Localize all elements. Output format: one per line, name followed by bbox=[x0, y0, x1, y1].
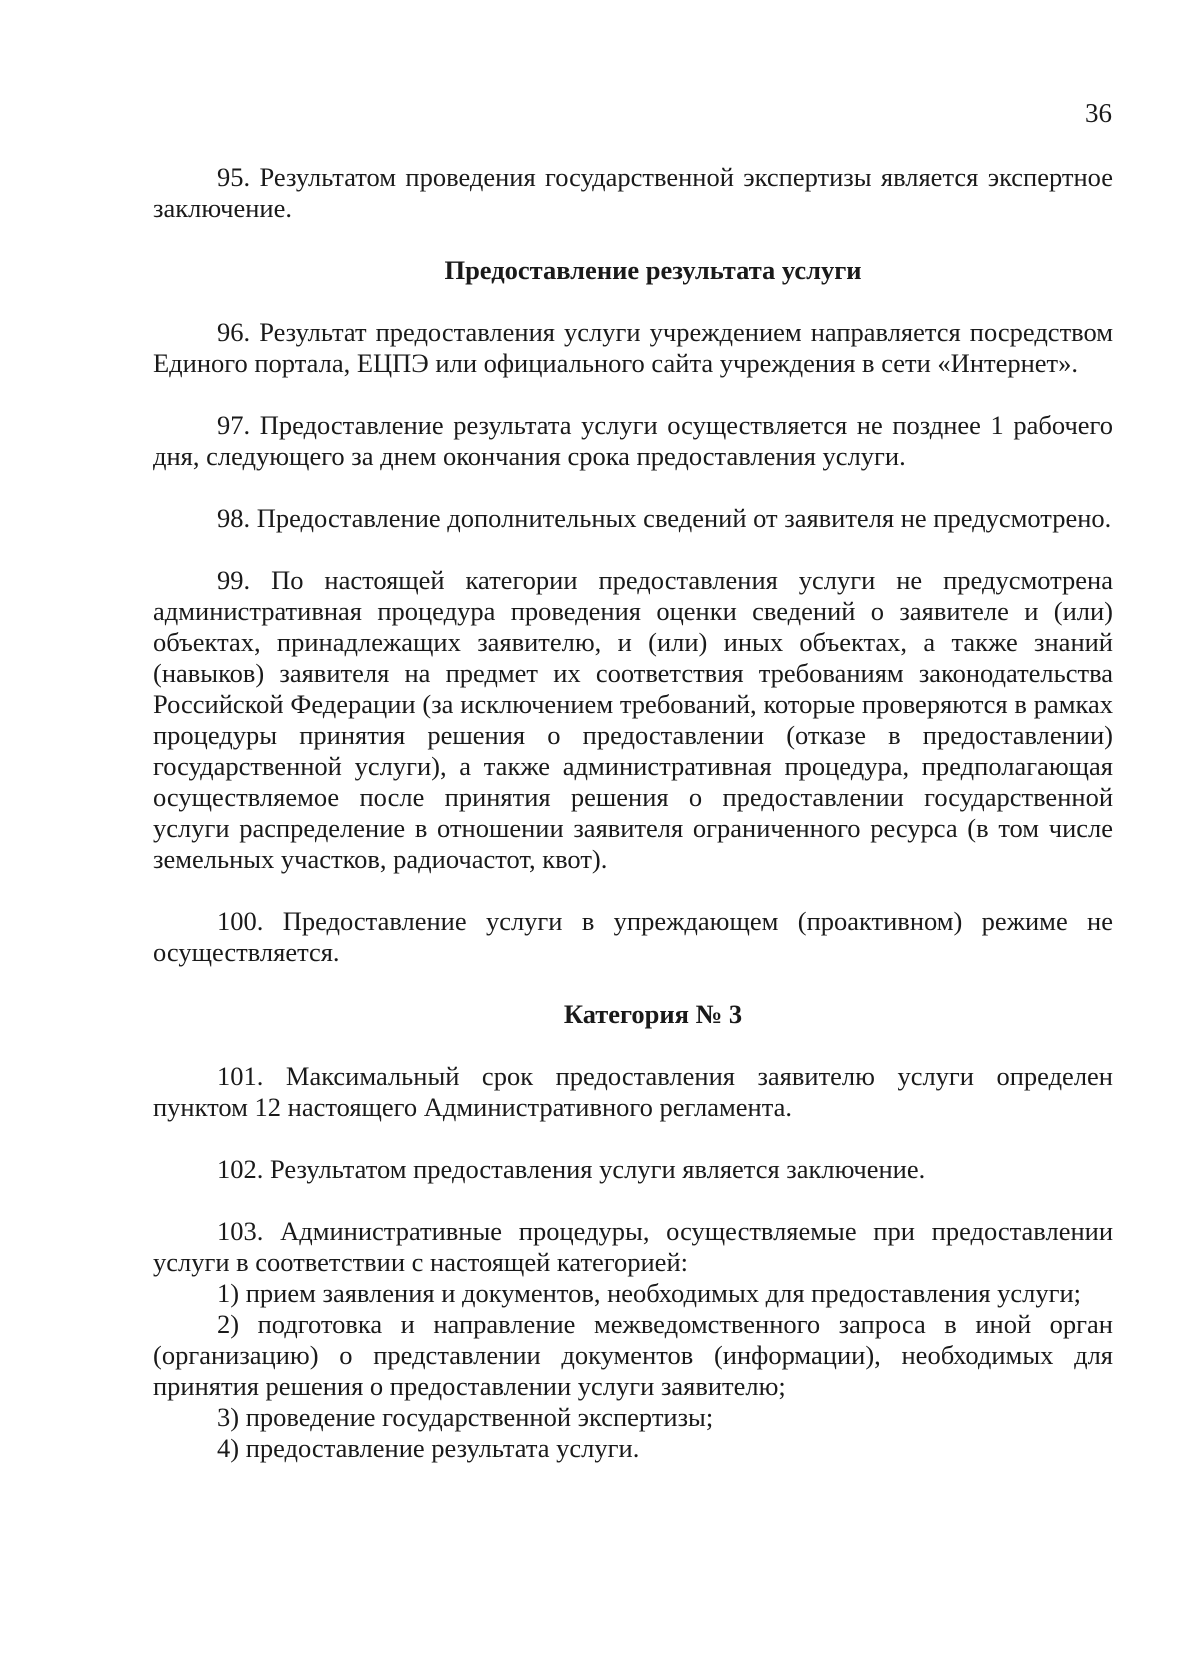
paragraph-96: 96. Результат предоставления услуги учреждением направляется посредством Единого портала, ЕЦПЭ или официального сайта учреждения в сети «Интернет». bbox=[153, 317, 1113, 378]
paragraph-98: 98. Предоставление дополнительных сведений от заявителя не предусмотрено. bbox=[217, 503, 1112, 533]
document-body bbox=[153, 162, 1113, 1464]
paragraph-101: 101. Максимальный срок предоставления заявителю услуги определен пунктом 12 настоящего Административного регламента. bbox=[153, 1061, 1113, 1122]
list-item: 2) подготовка и направление межведомственного запроса в иной орган (организацию) о представлении документов (информации), необходимых для принятия решения о предоставлении услуги заявителю; bbox=[153, 1309, 1113, 1401]
list-item: 4) предоставление результата услуги. bbox=[217, 1433, 640, 1463]
paragraph-102: 102. Результатом предоставления услуги является заключение. bbox=[217, 1154, 926, 1184]
paragraph-100: 100. Предоставление услуги в упреждающем (проактивном) режиме не осуществляется. bbox=[153, 906, 1113, 967]
list-item: 1) прием заявления и документов, необходимых для предоставления услуги; bbox=[217, 1278, 1082, 1308]
page-number: 36 bbox=[1085, 98, 1112, 128]
procedures-list bbox=[153, 1278, 1113, 1464]
paragraph-103: 103. Административные процедуры, осуществляемые при предоставлении услуги в соответствии с настоящей категорией: bbox=[153, 1216, 1113, 1277]
section-heading-result: Предоставление результата услуги bbox=[444, 255, 862, 285]
paragraph-97: 97. Предоставление результата услуги осуществляется не позднее 1 рабочего дня, следующего за днем окончания срока предоставления услуги. bbox=[153, 410, 1113, 471]
paragraph-99: 99. По настоящей категории предоставления услуги не предусмотрена административная процедура проведения оценки сведений о заявителе и (или) объектах, принадлежащих заявителю, и (или) иных объектах, а также знаний (навыков) заявителя на предмет их соответствия требованиям законодательства Российской Федерации (за исключением требований, которые проверяются в рамках процедуры принятия решения о предоставлении (отказе в предоставлении) государственной услуги), а также административная процедура, предполагающая осуществляемое после принятия решения о предоставлении государственной услуги распределение в отношении заявителя ограниченного ресурса (в том числе земельных участков, радиочастот, квот). bbox=[153, 565, 1113, 874]
paragraph-95: 95. Результатом проведения государственной экспертизы является экспертное заключение. bbox=[153, 162, 1113, 223]
list-item: 3) проведение государственной экспертизы; bbox=[217, 1402, 714, 1432]
section-heading-category-3: Категория № 3 bbox=[563, 999, 743, 1029]
